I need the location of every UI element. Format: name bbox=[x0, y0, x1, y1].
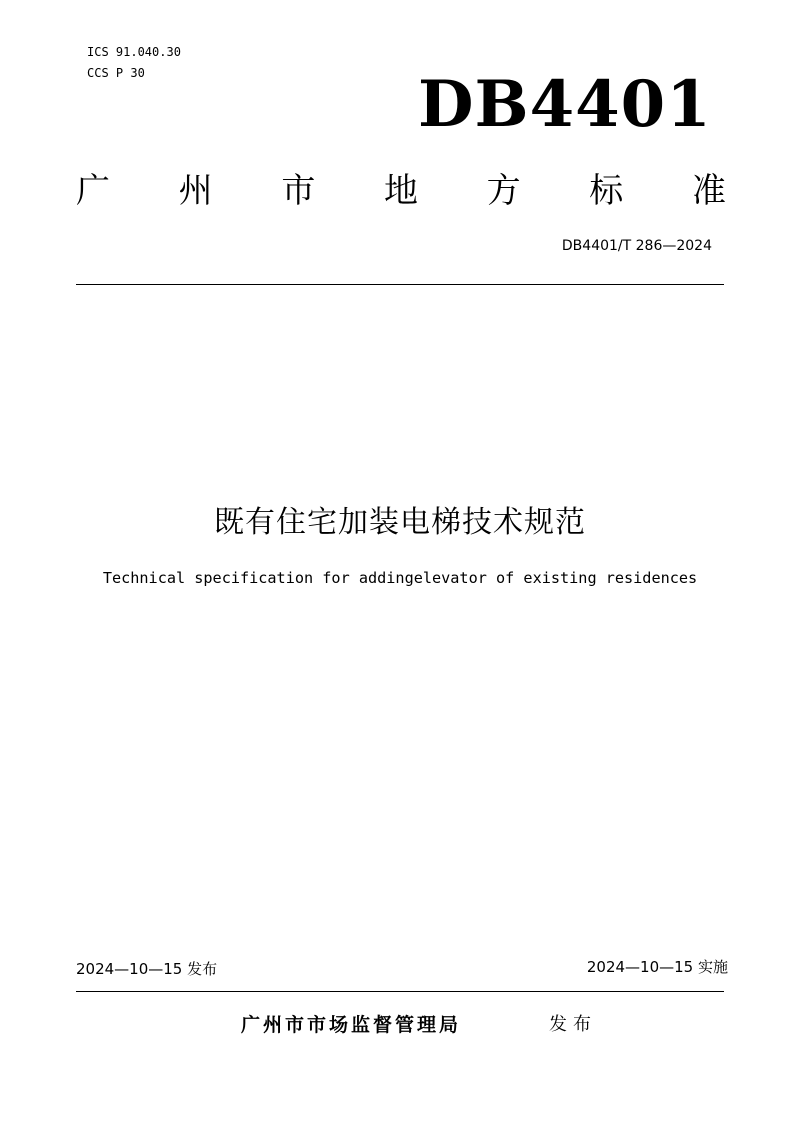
top-divider bbox=[76, 284, 724, 285]
standard-type-char: 标 bbox=[589, 170, 624, 211]
document-title-english: Technical specification for addingelevator of existing residences bbox=[102, 569, 698, 587]
issuing-authority: 广州市市场监督管理局 bbox=[241, 1014, 462, 1036]
ccs-code: CCS P 30 bbox=[87, 66, 145, 80]
document-title-chinese: 既有住宅加装电梯技术规范 bbox=[214, 505, 586, 540]
standard-type-char: 州 bbox=[178, 170, 213, 211]
standard-type bbox=[76, 160, 726, 214]
issue-label: 发布 bbox=[549, 1014, 597, 1035]
implement-date: 2024—10—15 实施 bbox=[586, 958, 728, 976]
publish-date: 2024—10—15 发布 bbox=[76, 960, 218, 978]
standard-type-char: 市 bbox=[281, 170, 316, 211]
standard-code: DB4401 bbox=[418, 67, 712, 142]
standard-type-char: 广 bbox=[76, 170, 110, 211]
standard-number: DB4401/T 286—2024 bbox=[561, 238, 712, 254]
ics-code: ICS 91.040.30 bbox=[87, 45, 181, 59]
standard-type-char: 地 bbox=[383, 170, 418, 211]
classification-codes bbox=[87, 42, 181, 84]
standard-type-char: 准 bbox=[691, 170, 726, 211]
standard-type-char: 方 bbox=[486, 170, 521, 211]
bottom-divider bbox=[76, 991, 724, 992]
